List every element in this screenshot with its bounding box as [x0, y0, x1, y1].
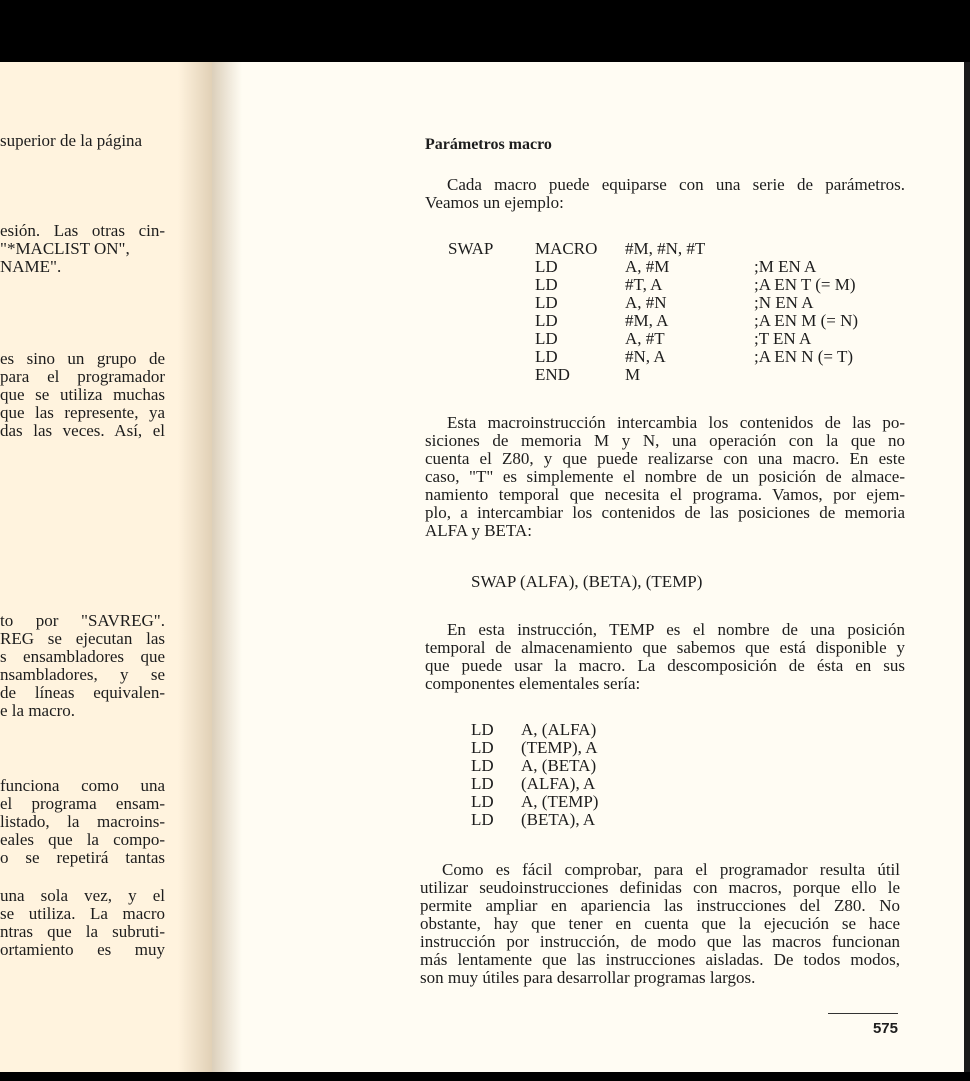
- macro-args: #M, A: [625, 311, 669, 330]
- left-page-line: superior de la página: [0, 131, 143, 150]
- macro-comment: ;T EN A: [754, 329, 812, 348]
- macro-comment: ;A EN T (= M): [754, 275, 856, 294]
- left-page-line: para el programador: [0, 368, 165, 386]
- expansion-op: LD: [471, 774, 494, 793]
- macro-comment: ;A EN M (= N): [754, 311, 859, 330]
- right-page: [212, 62, 964, 1072]
- macro-args: A, #M: [625, 257, 670, 276]
- expansion-args: A, (BETA): [521, 756, 597, 775]
- left-page-line: s ensambladores que: [0, 648, 165, 666]
- section-heading: Parámetros macro: [425, 136, 552, 153]
- intro-line: Veamos un ejemplo:: [425, 193, 564, 212]
- page-number: 575: [872, 1020, 898, 1037]
- expansion-op: LD: [471, 792, 494, 811]
- paragraph-line: obstante, hay que tener en cuenta que la ejecución se hace: [420, 914, 900, 933]
- macro-comment: ;A EN N (= T): [754, 347, 853, 366]
- swap-call-example: SWAP (ALFA), (BETA), (TEMP): [471, 572, 703, 591]
- macro-args: #N, A: [625, 347, 666, 366]
- macro-comment: ;M EN A: [754, 257, 817, 276]
- expansion-args: A, (ALFA): [521, 720, 597, 739]
- left-page-line: el programa ensam-: [0, 795, 165, 813]
- intro-paragraph: [425, 176, 905, 212]
- left-page-line: que se utiliza muchas: [0, 386, 165, 404]
- macro-op: MACRO: [535, 239, 598, 258]
- conclusion-paragraph: [420, 861, 900, 987]
- macro-args: A, #T: [625, 329, 665, 348]
- paragraph-line: namiento temporal que necesita el programa. Vamos, por ejem-: [425, 485, 905, 504]
- left-page: [0, 62, 212, 1072]
- paragraph-line: Como es fácil comprobar, para el programador resulta útil: [442, 860, 900, 879]
- paragraph-line: siciones de memoria M y N, una operación con la que no: [425, 431, 905, 450]
- macro-op: END: [535, 365, 570, 384]
- paragraph-line: más lentamente que las instrucciones aisladas. De todos modos,: [420, 950, 900, 969]
- macro-args: #T, A: [625, 275, 663, 294]
- temp-paragraph: [425, 621, 905, 693]
- macro-op: LD: [535, 311, 558, 330]
- paragraph-line: son muy útiles para desarrollar programas largos.: [420, 968, 756, 987]
- left-page-line: listado, la macroins-: [0, 813, 165, 831]
- intro-line: Cada macro puede equiparse con una serie de parámetros.: [447, 175, 905, 194]
- left-page-line: to por "SAVREG".: [0, 612, 165, 630]
- expansion-op: LD: [471, 738, 494, 757]
- paragraph-line: Esta macroinstrucción intercambia los contenidos de las po-: [447, 413, 905, 432]
- paragraph-line: temporal de almacenamiento que sabemos que está disponible y: [425, 638, 905, 657]
- left-page-line: REG se ejecutan las: [0, 630, 165, 648]
- paragraph-line: ALFA y BETA:: [425, 521, 532, 540]
- book-edge: [964, 62, 970, 1072]
- macro-op: LD: [535, 275, 558, 294]
- left-page-line: das las veces. Así, el: [0, 422, 165, 440]
- left-page-line: es sino un grupo de: [0, 350, 165, 368]
- macro-op: LD: [535, 329, 558, 348]
- macro-args: A, #N: [625, 293, 667, 312]
- paragraph-line: En esta instrucción, TEMP es el nombre de una posición: [447, 620, 905, 639]
- paragraph-line: instrucción por instrucción, de modo que las macros funcionan: [420, 932, 900, 951]
- left-page-line: e la macro.: [0, 701, 76, 720]
- left-page-line: se utiliza. La macro: [0, 905, 165, 923]
- left-page-line: nsambladores, y se: [0, 666, 165, 684]
- left-page-line: funciona como una: [0, 777, 165, 795]
- left-page-line: NAME".: [0, 257, 62, 276]
- paragraph-line: componentes elementales sería:: [425, 674, 641, 693]
- left-page-gutter-shadow: [178, 62, 212, 1072]
- macro-op: LD: [535, 293, 558, 312]
- page-number-rule: [828, 1013, 898, 1014]
- macro-args: M: [625, 365, 641, 384]
- paragraph-line: caso, "T" es simplemente el nombre de un posición de almace-: [425, 467, 905, 486]
- paragraph-line: que puede usar la macro. La descomposición de ésta en sus: [425, 656, 905, 675]
- macro-op: LD: [535, 347, 558, 366]
- left-page-line: esión. Las otras cin-: [0, 222, 165, 240]
- macro-label: SWAP: [448, 239, 494, 258]
- macro-op: LD: [535, 257, 558, 276]
- expansion-op: LD: [471, 756, 494, 775]
- paragraph-line: plo, a intercambiar los contenidos de las posiciones de memoria: [425, 503, 905, 522]
- left-page-line: de líneas equivalen-: [0, 684, 165, 702]
- expansion-args: (BETA), A: [521, 810, 596, 829]
- right-page-gutter-shadow: [212, 62, 242, 1072]
- paragraph-line: permite ampliar en apariencia las instrucciones del Z80. No: [420, 896, 900, 915]
- left-page-line: o se repetirá tantas: [0, 849, 165, 867]
- expansion-args: A, (TEMP): [521, 792, 599, 811]
- macro-args: #M, #N, #T: [625, 239, 706, 258]
- left-page-line: una sola vez, y el: [0, 887, 165, 905]
- left-page-line: ortamiento es muy: [0, 941, 165, 959]
- paragraph-line: cuenta el Z80, y que puede realizarse con una macro. En este: [425, 449, 905, 468]
- left-page-line: ntras que la subruti-: [0, 923, 165, 941]
- expansion-op: LD: [471, 810, 494, 829]
- left-page-line: que las represente, ya: [0, 404, 165, 422]
- expansion-args: (ALFA), A: [521, 774, 596, 793]
- expansion-args: (TEMP), A: [521, 738, 598, 757]
- left-page-line: eales que la compo-: [0, 831, 165, 849]
- expansion-op: LD: [471, 720, 494, 739]
- paragraph-line: utilizar seudoinstrucciones definidas con macros, porque ello le: [420, 878, 900, 897]
- explanation-paragraph: [425, 414, 905, 540]
- macro-comment: ;N EN A: [754, 293, 814, 312]
- left-page-line: "*MACLIST ON",: [0, 239, 130, 258]
